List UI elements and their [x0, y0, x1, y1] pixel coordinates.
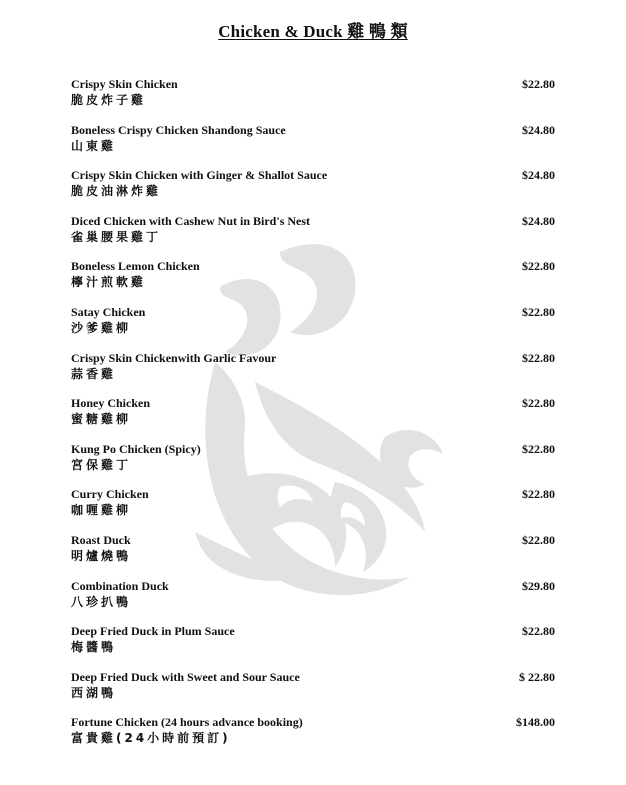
item-chinese-name: 宮保雞丁 [71, 457, 132, 472]
item-price: $22.80 [522, 77, 555, 91]
item-price: $22.80 [522, 396, 555, 411]
item-chinese-name: 西湖鴨 [71, 685, 117, 700]
item-chinese-name: 脆皮油淋炸雞 [71, 184, 162, 199]
item-price: $24.80 [522, 168, 555, 183]
item-name: Combination Duck [71, 578, 169, 593]
item-name: Roast Duck [71, 532, 131, 547]
item-chinese-name: 梅醬鴨 [71, 640, 117, 655]
item-price: $22.80 [522, 441, 555, 456]
item-name: Crispy Skin Chicken [71, 77, 178, 91]
menu-item [71, 305, 555, 351]
menu-item [71, 533, 555, 579]
menu-item [71, 670, 555, 716]
item-name: Boneless Lemon Chicken [71, 259, 200, 274]
menu-item [71, 487, 555, 533]
menu-item [71, 624, 555, 670]
item-name: Satay Chicken [71, 304, 146, 319]
item-price: $24.80 [522, 122, 555, 137]
item-name: Fortune Chicken (24 hours advance booking) [71, 715, 303, 730]
item-chinese-name: 八珍扒鴨 [71, 594, 132, 609]
item-name: Curry Chicken [71, 487, 149, 502]
item-name: Crispy Skin Chickenwith Garlic Favour [71, 350, 277, 365]
item-chinese-name: 明爐燒鴨 [71, 548, 132, 563]
item-price: $22.80 [522, 259, 555, 274]
item-name: Diced Chicken with Cashew Nut in Bird's Nest [71, 213, 311, 228]
menu-item [71, 442, 555, 488]
item-chinese-name: 蜜糖雞柳 [71, 412, 132, 427]
item-name: Honey Chicken [71, 396, 151, 411]
item-chinese-name: 富貴雞(24小時前預訂) [71, 731, 231, 746]
item-name: Deep Fried Duck with Sweet and Sour Sauce [71, 669, 300, 684]
item-price: $24.80 [522, 213, 555, 228]
menu-list [71, 77, 555, 761]
item-chinese-name: 山東雞 [71, 138, 117, 153]
item-chinese-name: 檸汁煎軟雞 [71, 275, 147, 290]
menu-item [71, 168, 555, 214]
item-price: $22.80 [522, 304, 555, 319]
item-price: $22.80 [522, 624, 555, 639]
menu-item [71, 214, 555, 260]
item-name: Boneless Crispy Chicken Shandong Sauce [71, 122, 286, 137]
item-chinese-name: 沙爹雞柳 [71, 320, 132, 335]
item-chinese-name: 脆皮炸子雞 [71, 93, 147, 107]
item-price: $ 22.80 [519, 669, 555, 684]
item-price: $22.80 [522, 532, 555, 547]
item-name: Deep Fried Duck in Plum Sauce [71, 624, 235, 639]
item-chinese-name: 雀巢腰果雞丁 [71, 229, 162, 244]
menu-item [71, 579, 555, 625]
item-price: $22.80 [522, 487, 555, 502]
menu-item [71, 77, 555, 123]
menu-item [71, 396, 555, 442]
item-name: Kung Po Chicken (Spicy) [71, 441, 201, 456]
menu-item [71, 123, 555, 169]
menu-item [71, 259, 555, 305]
item-price: $148.00 [516, 715, 555, 730]
page-title: Chicken & Duck 雞 鴨 類 [218, 22, 408, 41]
item-chinese-name: 咖喱雞柳 [71, 503, 132, 518]
menu-item [71, 715, 555, 761]
menu-item [71, 351, 555, 397]
item-chinese-name: 蒜香雞 [71, 366, 117, 381]
item-price: $22.80 [522, 350, 555, 365]
item-name: Crispy Skin Chicken with Ginger & Shallot Sauce [71, 168, 328, 183]
item-price: $29.80 [522, 578, 555, 593]
